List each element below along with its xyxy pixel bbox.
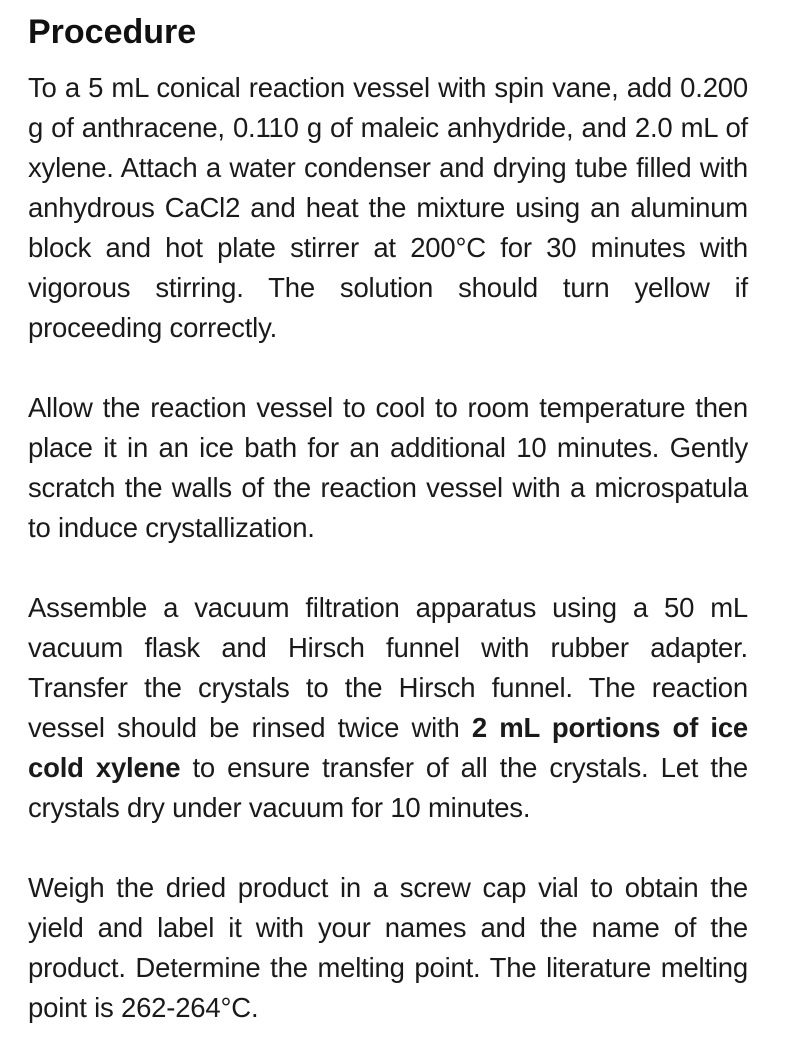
filtration-text-after: to ensure transfer of all the crystals. Let the crystals dry under vacuum for 10 minutes. xyxy=(28,752,748,823)
filtration-bold-text: 2 mL portions of ice cold xylene xyxy=(28,712,749,783)
paragraph-weighing: Weigh the dried product in a screw cap vial to obtain the yield and label it with your names and the name of the product. Determine the melting point. The literature melting point is 262-264°C. xyxy=(28,872,748,1023)
paragraph-filtration xyxy=(28,588,748,828)
filtration-text-before: Assemble a vacuum filtration apparatus using a 50 mL vacuum flask and Hirsch funnel with rubber adapter. Transfer the crystals to the Hirsch funnel. The reaction vessel should be rinsed twice with xyxy=(28,592,748,743)
paragraph-cooling: Allow the reaction vessel to cool to room temperature then place it in an ice bath for an additional 10 minutes. Gently scratch the walls of the reaction vessel with a microspatula to induce crystallization. xyxy=(28,392,748,543)
page-title: Procedure xyxy=(28,13,197,51)
document xyxy=(28,10,748,1028)
paragraph-reaction-setup: To a 5 mL conical reaction vessel with spin vane, add 0.200 g of anthracene, 0.110 g of maleic anhydride, and 2.0 mL of xylene. Attach a water condenser and drying tube filled with anhydrous CaCl2 and heat the mixture using an aluminum block and hot plate stirrer at 200°C for 30 minutes with vigorous stirring. The solution should turn yellow if proceeding correctly. xyxy=(28,72,748,343)
